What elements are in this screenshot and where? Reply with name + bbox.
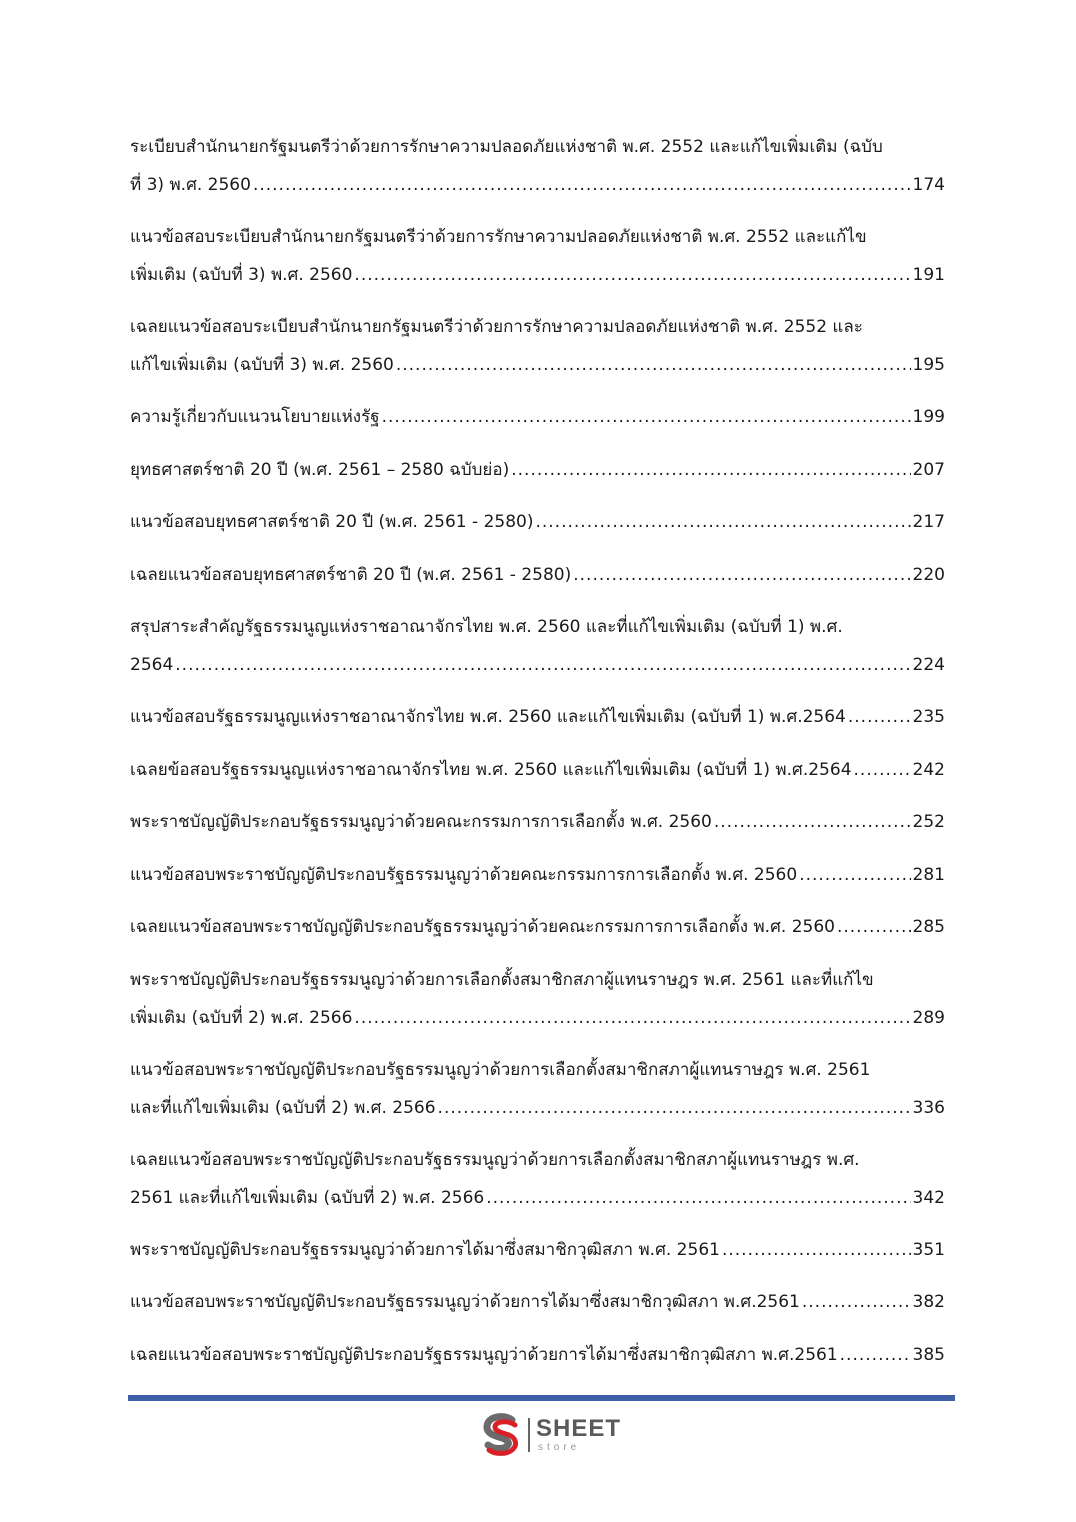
toc-entry-title-line: แนวข้อสอบระเบียบสำนักนายกรัฐมนตรีว่าด้วยการรักษาความปลอดภัยแห่งชาติ พ.ศ. 2552 และแก้ไข [130, 227, 867, 247]
dot-leader [382, 398, 911, 436]
toc-entry[interactable] [130, 128, 945, 204]
toc-page-number: 385 [912, 1344, 945, 1365]
dot-leader [396, 346, 911, 384]
dot-leader [714, 803, 911, 841]
dot-leader [438, 1089, 911, 1127]
dot-leader [535, 503, 910, 541]
toc-page-number: 174 [912, 175, 945, 195]
toc-page-number: 281 [912, 864, 945, 885]
toc-entry-last-line [130, 698, 945, 736]
toc-entry-title: เฉลยแนวข้อสอบยุทธศาสตร์ชาติ 20 ปี (พ.ศ. 2561 - 2580) [130, 564, 572, 585]
dot-leader [848, 698, 911, 736]
toc-page-number: 285 [912, 917, 945, 937]
toc-entry-last-line [130, 503, 945, 541]
toc-entry-last-line [130, 803, 945, 841]
toc-entry[interactable] [130, 503, 945, 541]
toc-page-number: 382 [912, 1292, 945, 1312]
toc-page-number: 342 [912, 1187, 945, 1208]
toc-page-number: 351 [912, 1239, 945, 1260]
toc-page-number: 289 [912, 1007, 945, 1028]
dot-leader [511, 451, 910, 489]
toc-entry-title-line: สรุปสาระสำคัญรัฐธรรมนูญแห่งราชอาณาจักรไทย พ.ศ. 2560 และที่แก้ไขเพิ่มเติม (ฉบับที่ 1) พ.ศ. [130, 617, 843, 637]
dot-leader [486, 1179, 910, 1217]
dot-leader [175, 646, 910, 684]
toc-entry[interactable] [130, 398, 945, 436]
toc-entry-last-line [130, 398, 945, 436]
toc-entry[interactable] [130, 218, 945, 294]
toc-entry-last-line [130, 751, 945, 789]
dot-leader [854, 751, 911, 789]
toc-entry[interactable] [130, 1051, 945, 1127]
logo-sub-text: store [538, 1442, 581, 1453]
toc-entry-title: แก้ไขเพิ่มเติม (ฉบับที่ 3) พ.ศ. 2560 [130, 355, 394, 375]
toc-entry-title-line: พระราชบัญญัติประกอบรัฐธรรมนูญว่าด้วยการเลือกตั้งสมาชิกสภาผู้แทนราษฎร พ.ศ. 2561 และที่แก้ไข [130, 969, 874, 990]
logo-brand-text: SHEET [536, 1415, 622, 1442]
toc-entry-last-line [130, 556, 945, 594]
dot-leader [722, 1231, 911, 1269]
toc-entry-title: ความรู้เกี่ยวกับแนวนโยบายแห่งรัฐ [130, 407, 380, 427]
toc-entry[interactable] [130, 698, 945, 736]
dot-leader [840, 1336, 911, 1374]
toc-entry[interactable] [130, 1336, 945, 1374]
toc-entry[interactable] [130, 1231, 945, 1269]
toc-entry-title: แนวข้อสอบพระราชบัญญัติประกอบรัฐธรรมนูญว่าด้วยคณะกรรมการการเลือกตั้ง พ.ศ. 2560 [130, 864, 798, 885]
toc-entry-title: เฉลยข้อสอบรัฐธรรมนูญแห่งราชอาณาจักรไทย พ.ศ. 2560 และแก้ไขเพิ่มเติม (ฉบับที่ 1) พ.ศ.2564 [130, 759, 852, 780]
toc-entry-title-line: เฉลยแนวข้อสอบพระราชบัญญัติประกอบรัฐธรรมนูญว่าด้วยการเลือกตั้งสมาชิกสภาผู้แทนราษฎร พ.ศ. [130, 1149, 860, 1170]
toc-entry-title: 2564 [130, 655, 174, 675]
toc-page-number: 217 [912, 512, 945, 532]
toc-entry-title: แนวข้อสอบยุทธศาสตร์ชาติ 20 ปี (พ.ศ. 2561 - 2580) [130, 512, 534, 532]
toc-page-number: 235 [912, 707, 945, 727]
toc-entry-title: และที่แก้ไขเพิ่มเติม (ฉบับที่ 2) พ.ศ. 2566 [130, 1097, 436, 1118]
sheet-store-logo-icon [478, 1412, 524, 1458]
dot-leader [802, 1283, 911, 1321]
toc-entry-title: เพิ่มเติม (ฉบับที่ 2) พ.ศ. 2566 [130, 1007, 353, 1028]
toc-entry-title: 2561 และที่แก้ไขเพิ่มเติม (ฉบับที่ 2) พ.ศ. 2566 [130, 1187, 485, 1208]
toc-page-number: 242 [912, 759, 945, 780]
dot-leader [799, 856, 910, 894]
toc-entry-title: พระราชบัญญัติประกอบรัฐธรรมนูญว่าด้วยคณะกรรมการการเลือกตั้ง พ.ศ. 2560 [130, 812, 712, 832]
toc-entry-last-line [130, 1231, 945, 1269]
toc-page-number: 207 [912, 459, 945, 480]
toc-entry[interactable] [130, 556, 945, 594]
dot-leader [253, 166, 911, 204]
toc-entry-last-line [130, 856, 945, 894]
toc-page-number: 199 [912, 407, 945, 427]
toc-entry-title: พระราชบัญญัติประกอบรัฐธรรมนูญว่าด้วยการได้มาซึ่งสมาชิกวุฒิสภา พ.ศ. 2561 [130, 1239, 720, 1260]
dot-leader [573, 556, 910, 594]
toc-entry-title: แนวข้อสอบรัฐธรรมนูญแห่งราชอาณาจักรไทย พ.ศ. 2560 และแก้ไขเพิ่มเติม (ฉบับที่ 1) พ.ศ.2564 [130, 707, 846, 727]
toc-entry-title-line: แนวข้อสอบพระราชบัญญัติประกอบรัฐธรรมนูญว่าด้วยการเลือกตั้งสมาชิกสภาผู้แทนราษฎร พ.ศ. 2561 [130, 1059, 871, 1080]
toc-entry-last-line [130, 451, 945, 489]
toc-entry-last-line [130, 256, 945, 294]
toc-entry[interactable] [130, 1141, 945, 1217]
table-of-contents [130, 128, 945, 1388]
toc-entry-last-line [130, 166, 945, 204]
toc-entry-title: แนวข้อสอบพระราชบัญญัติประกอบรัฐธรรมนูญว่าด้วยการได้มาซึ่งสมาชิกวุฒิสภา พ.ศ.2561 [130, 1292, 800, 1312]
sheet-store-logo [478, 1412, 638, 1460]
toc-entry[interactable] [130, 856, 945, 894]
toc-entry-last-line [130, 1283, 945, 1321]
footer-divider [128, 1395, 955, 1401]
toc-entry[interactable] [130, 608, 945, 684]
toc-entry-last-line [130, 1336, 945, 1374]
toc-page-number: 224 [912, 655, 945, 675]
toc-entry[interactable] [130, 961, 945, 1037]
toc-entry-last-line [130, 1089, 945, 1127]
dot-leader [354, 256, 910, 294]
dot-leader [837, 908, 911, 946]
toc-page-number: 191 [912, 265, 945, 285]
toc-page-number: 252 [912, 812, 945, 832]
toc-entry-title: เฉลยแนวข้อสอบพระราชบัญญัติประกอบรัฐธรรมนูญว่าด้วยคณะกรรมการการเลือกตั้ง พ.ศ. 2560 [130, 917, 835, 937]
toc-entry-last-line [130, 646, 945, 684]
toc-page-number: 195 [912, 355, 945, 375]
toc-entry-title: ที่ 3) พ.ศ. 2560 [130, 175, 251, 195]
dot-leader [354, 999, 910, 1037]
toc-entry-title: เฉลยแนวข้อสอบพระราชบัญญัติประกอบรัฐธรรมนูญว่าด้วยการได้มาซึ่งสมาชิกวุฒิสภา พ.ศ.2561 [130, 1344, 838, 1365]
toc-entry-title: เพิ่มเติม (ฉบับที่ 3) พ.ศ. 2560 [130, 265, 353, 285]
toc-page-number: 220 [912, 564, 945, 585]
toc-entry-title: ยุทธศาสตร์ชาติ 20 ปี (พ.ศ. 2561 – 2580 ฉบับย่อ) [130, 459, 510, 480]
toc-entry-title-line: เฉลยแนวข้อสอบระเบียบสำนักนายกรัฐมนตรีว่าด้วยการรักษาความปลอดภัยแห่งชาติ พ.ศ. 2552 และ [130, 317, 863, 337]
toc-entry-last-line [130, 908, 945, 946]
toc-entry[interactable] [130, 1283, 945, 1321]
toc-entry-last-line [130, 999, 945, 1037]
toc-entry-last-line [130, 1179, 945, 1217]
toc-page-number: 336 [912, 1097, 945, 1118]
toc-entry[interactable] [130, 908, 945, 946]
toc-entry-last-line [130, 346, 945, 384]
toc-entry[interactable] [130, 451, 945, 489]
toc-entry[interactable] [130, 803, 945, 841]
toc-entry[interactable] [130, 751, 945, 789]
toc-entry-title-line: ระเบียบสำนักนายกรัฐมนตรีว่าด้วยการรักษาความปลอดภัยแห่งชาติ พ.ศ. 2552 และแก้ไขเพิ่มเติม (ฉบับ [130, 137, 883, 157]
logo-separator [528, 1418, 530, 1452]
toc-entry[interactable] [130, 308, 945, 384]
